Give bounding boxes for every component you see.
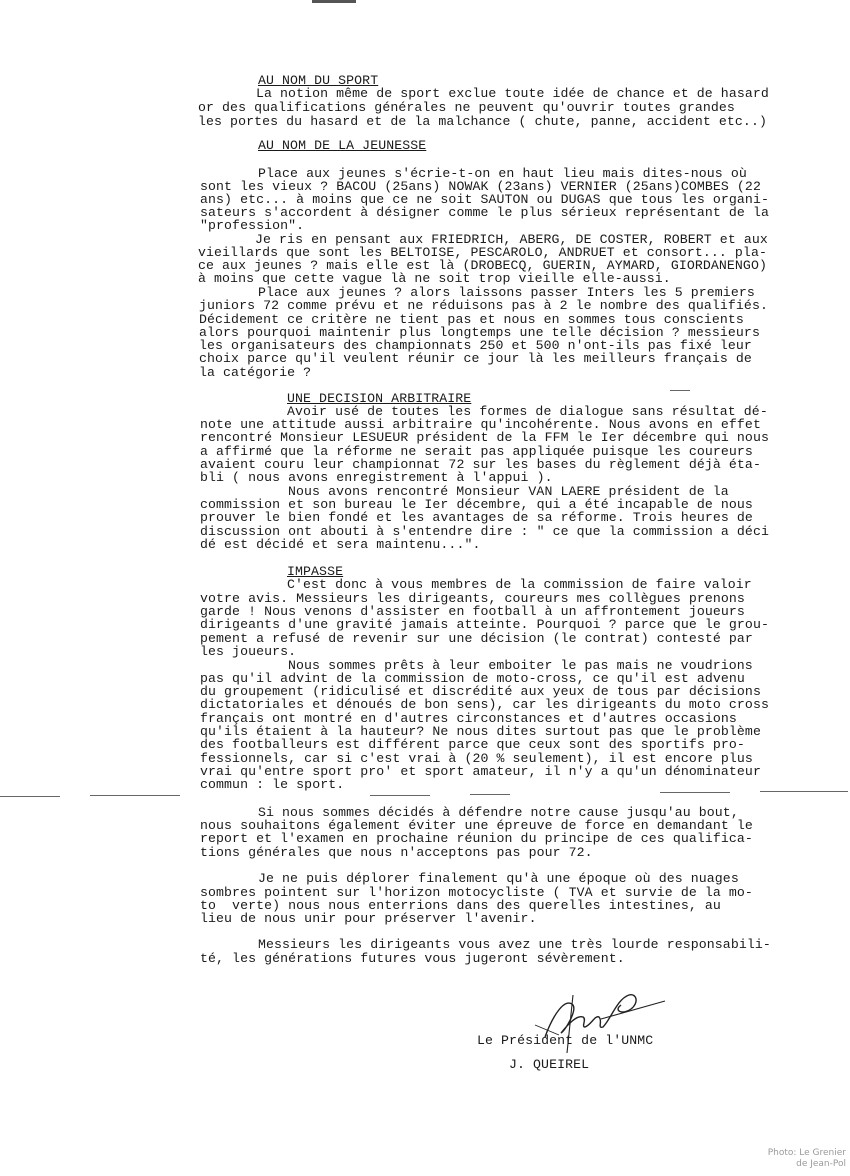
text-line: nous souhaitons également éviter une épreuve de force en demandant le [200, 818, 753, 833]
text-line: dé est décidé et sera maintenu...". [200, 537, 481, 552]
text-line: sateurs s'accordent à désigner comme le plus sérieux représentant de la [200, 205, 769, 220]
text-line: vrai qu'entre sport pro' et sport amateur, il n'y a qu'un dénominateur [200, 764, 761, 779]
text-line: rencontré Monsieur LESUEUR président de la FFM le Ier décembre qui nous [200, 430, 769, 445]
scan-dash [760, 791, 848, 792]
signatory-title: Le Président de l'UNMC [477, 1033, 654, 1048]
text-line: qu'ils étaient à la hauteur? Ne nous dites surtout pas que le problème [200, 724, 761, 739]
text-line: ce aux jeunes ? mais elle est là (DROBECQ, GUERIN, AYMARD, GIORDANENGO) [198, 258, 767, 273]
credit-line-1: Photo: Le Grenier [767, 1148, 846, 1158]
text-line: or des qualifications générales ne peuvent qu'ouvrir toutes grandes [198, 100, 735, 115]
scan-dash [0, 796, 60, 797]
text-line: choix parce qu'il veulent réunir ce jour là les meilleurs français de [199, 351, 752, 366]
text-line: garde ! Nous venons d'assister en football à un affrontement joueurs [200, 604, 745, 619]
text-line: Place aux jeunes ? alors laissons passer Inters les 5 premiers [258, 285, 755, 300]
text-line: sombres pointent sur l'horizon motocycliste ( TVA et survie de la mo- [200, 885, 753, 900]
text-line: alors pourquoi maintenir plus longtemps une telle décision ? messieurs [199, 325, 760, 340]
text-line: La notion même de sport exclue toute idée de chance et de hasard [256, 86, 769, 101]
text-line: lieu de nous unir pour préserver l'avenir. [200, 911, 537, 926]
heading-une-decision-arbitraire: UNE DECISION ARBITRAIRE [287, 391, 472, 406]
text-line: ans) etc... à moins que ce ne soit SAUTON ou DUGAS que tous les organi- [200, 192, 769, 207]
text-line: Nous sommes prêts à leur emboiter le pas mais ne voudrions [288, 658, 753, 673]
text-line: té, les générations futures vous jugeront sévèrement. [200, 951, 625, 966]
text-line: report et l'examen en prochaine réunion du principe de ces qualifica- [200, 831, 753, 846]
text-line: des footballeurs est différent parce que ceux sont des sportifs pro- [200, 737, 745, 752]
text-line: Messieurs les dirigeants vous avez une très lourde responsabili- [258, 937, 771, 952]
heading-impasse: IMPASSE [287, 564, 344, 579]
text-line: commun : le sport. [200, 777, 345, 792]
text-line: note une attitude aussi arbitraire qu'incohérente. Nous avons en effet [200, 417, 761, 432]
text-line: pement a refusé de revenir sur une décision (le contrat) contesté par [200, 631, 753, 646]
text-line: Je ris en pensant aux FRIEDRICH, ABERG, DE COSTER, ROBERT et aux [255, 232, 768, 247]
text-line: votre avis. Messieurs les dirigeants, coureurs mes collègues prenons [200, 591, 745, 606]
text-line: discussion ont abouti à s'entendre dire : " ce que la commission a déci [200, 524, 769, 539]
credit-line-2: de Jean-Pol [796, 1159, 846, 1169]
text-line: fessionnels, car si c'est vrai à (20 % seulement), il est encore plus [200, 751, 753, 766]
text-line: pas qu'il advint de la commission de moto-cross, ce qu'il est advenu [200, 671, 745, 686]
text-line: juniors 72 comme prévu et ne réduisons pas à 2 le nombre des qualifiés. [199, 298, 768, 313]
text-line: dictatoriales et dénoués de bon sens), car les dirigeants du moto cross [200, 697, 769, 712]
text-line: dirigeants d'une gravité jamais atteinte. Pourquoi ? parce que le grou- [200, 617, 769, 632]
text-line: vieillards que sont les BELTOISE, PESCAROLO, ANDRUET et consort... pla- [198, 245, 767, 260]
text-line: Décidement ce critère ne tient pas et nous en sommes tous conscients [199, 312, 744, 327]
heading-au-nom-du-sport: AU NOM DU SPORT [258, 73, 379, 88]
text-line: prouver le bien fondé et les avantages de sa réforme. Trois heures de [200, 510, 753, 525]
text-line: commission et son bureau le Ier décembre, qui a été incapable de nous [200, 497, 753, 512]
text-line: "profession". [200, 218, 305, 233]
text-line: sont les vieux ? BACOU (25ans) NOWAK (23ans) VERNIER (25ans)COMBES (22 [200, 179, 761, 194]
scan-dash [670, 390, 690, 391]
text-line: à moins que cette vague là ne soit trop vieille elle-aussi. [198, 271, 671, 286]
top-scan-mark [312, 0, 356, 3]
text-line: du groupement (ridiculisé et discrédité aux yeux de tous par décisions [200, 684, 761, 699]
photo-credit [768, 1148, 846, 1170]
text-line: tions générales que nous n'acceptons pas pour 72. [200, 845, 593, 860]
text-line: a affirmé que la réforme ne serait pas appliquée puisque les coureurs [200, 444, 753, 459]
text-line: Je ne puis déplorer finalement qu'à une époque où des nuages [258, 871, 739, 886]
text-line: français ont montré en d'autres circonstances et d'autres occasions [200, 711, 737, 726]
text-line: avaient couru leur championnat 72 sur les bases du règlement déjà éta- [200, 457, 761, 472]
text-line: Avoir usé de toutes les formes de dialogue sans résultat dé- [287, 404, 768, 419]
heading-au-nom-de-la-jeunesse: AU NOM DE LA JEUNESSE [258, 138, 427, 153]
scan-dash [370, 795, 430, 796]
text-line: la catégorie ? [199, 365, 312, 380]
scan-dash [90, 795, 180, 796]
scan-dash [660, 792, 730, 793]
text-line: Nous avons rencontré Monsieur VAN LAERE président de la [288, 484, 729, 499]
text-line: Si nous sommes décidés à défendre notre cause jusqu'au bout, [258, 805, 739, 820]
signatory-name: J. QUEIREL [509, 1057, 590, 1072]
text-line: les organisateurs des championnats 250 et 500 n'ont-ils pas fixé leur [199, 338, 752, 353]
text-line: bli ( nous avons enregistrement à l'appui ). [200, 470, 553, 485]
text-line: C'est donc à vous membres de la commission de faire valoir [287, 577, 752, 592]
text-line: Place aux jeunes s'écrie-t-on en haut lieu mais dites-nous où [258, 166, 747, 181]
scan-dash [470, 794, 510, 795]
text-line: to verte) nous nous enterrions dans des querelles intestines, au [200, 898, 721, 913]
text-line: les portes du hasard et de la malchance ( chute, panne, accident etc..) [198, 114, 767, 129]
text-line: les joueurs. [200, 644, 297, 659]
